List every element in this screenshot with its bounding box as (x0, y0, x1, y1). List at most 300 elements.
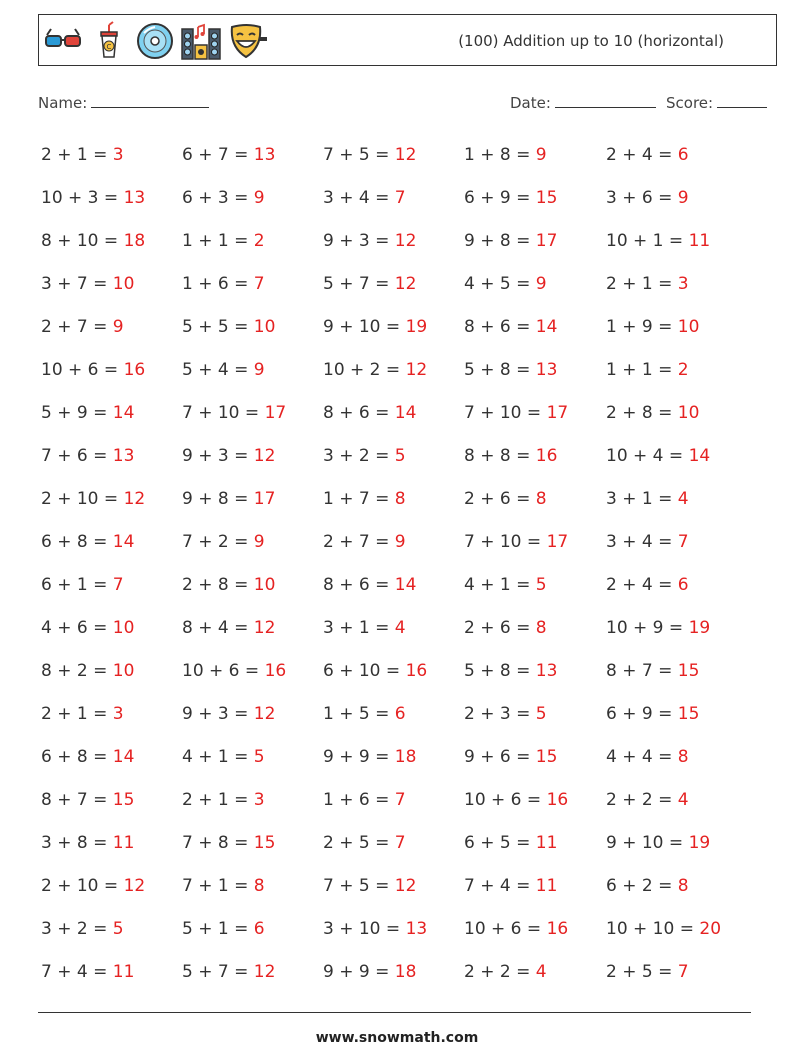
problem-question: 3 + 1 = (323, 618, 395, 638)
problem-answer: 16 (123, 360, 146, 380)
problem-cell (464, 145, 547, 165)
problem-row (41, 310, 761, 353)
problem-answer: 11 (535, 833, 558, 853)
problem-cell (464, 360, 557, 380)
problem-answer: 15 (112, 790, 135, 810)
problem-cell (41, 833, 134, 853)
problem-answer: 13 (253, 145, 276, 165)
problem-answer: 9 (253, 532, 265, 552)
header-box (38, 14, 777, 66)
problem-question: 10 + 6 = (182, 661, 265, 681)
problem-question: 9 + 9 = (323, 962, 395, 982)
problem-cell (323, 876, 416, 896)
problem-answer: 20 (699, 919, 722, 939)
problem-cell (182, 489, 275, 509)
problem-answer: 10 (112, 661, 135, 681)
problem-cell (182, 575, 275, 595)
problem-question: 7 + 6 = (41, 446, 113, 466)
problem-answer: 11 (688, 231, 711, 251)
problem-cell (182, 274, 265, 294)
problem-answer: 6 (677, 145, 689, 165)
problem-cell (323, 704, 406, 724)
problem-answer: 12 (123, 489, 146, 509)
problem-cell (464, 446, 557, 466)
problem-answer: 9 (535, 274, 547, 294)
footer-url: www.snowmath.com (315, 1030, 479, 1046)
problem-answer: 8 (394, 489, 406, 509)
problem-cell (182, 919, 265, 939)
problem-answer: 12 (253, 446, 276, 466)
problem-cell (182, 618, 275, 638)
problem-question: 5 + 8 = (464, 661, 536, 681)
problem-answer: 5 (112, 919, 124, 939)
problem-answer: 7 (394, 833, 406, 853)
problem-question: 9 + 3 = (182, 704, 254, 724)
problem-row (41, 826, 761, 869)
problem-answer: 9 (253, 188, 265, 208)
problem-question: 1 + 7 = (323, 489, 395, 509)
problem-answer: 7 (394, 790, 406, 810)
problem-question: 2 + 6 = (464, 618, 536, 638)
problem-question: 5 + 1 = (182, 919, 254, 939)
problem-cell (606, 747, 689, 767)
problem-cell (606, 317, 699, 337)
problem-question: 9 + 3 = (323, 231, 395, 251)
problem-question: 3 + 2 = (41, 919, 113, 939)
score-field (666, 93, 767, 112)
problem-row (41, 353, 761, 396)
problem-cell (41, 231, 145, 251)
problem-answer: 9 (394, 532, 406, 552)
problem-cell (464, 532, 568, 552)
problem-answer: 11 (112, 833, 135, 853)
problem-cell (41, 876, 145, 896)
problem-answer: 16 (546, 790, 569, 810)
problem-cell (606, 919, 721, 939)
problem-row (41, 912, 761, 955)
problem-question: 6 + 8 = (41, 532, 113, 552)
problem-question: 2 + 7 = (41, 317, 113, 337)
problem-row (41, 396, 761, 439)
problem-answer: 13 (535, 360, 558, 380)
problem-cell (464, 661, 557, 681)
problem-answer: 16 (405, 661, 428, 681)
problem-row (41, 525, 761, 568)
problem-cell (41, 360, 145, 380)
problem-cell (323, 446, 406, 466)
problem-question: 7 + 1 = (182, 876, 254, 896)
problem-answer: 19 (688, 618, 711, 638)
problem-answer: 5 (253, 747, 265, 767)
problem-cell (606, 532, 689, 552)
problem-question: 3 + 2 = (323, 446, 395, 466)
problem-cell (182, 876, 265, 896)
problem-answer: 17 (546, 403, 569, 423)
problem-question: 9 + 6 = (464, 747, 536, 767)
problem-answer: 3 (112, 704, 124, 724)
problem-cell (606, 661, 699, 681)
problem-row (41, 439, 761, 482)
problem-cell (464, 575, 547, 595)
problem-question: 4 + 4 = (606, 747, 678, 767)
problem-answer: 14 (112, 747, 135, 767)
problem-question: 6 + 9 = (464, 188, 536, 208)
problem-answer: 7 (253, 274, 265, 294)
problem-question: 5 + 5 = (182, 317, 254, 337)
problem-answer: 14 (112, 403, 135, 423)
problem-cell (182, 833, 275, 853)
problem-answer: 10 (112, 274, 135, 294)
problem-question: 8 + 7 = (41, 790, 113, 810)
problem-cell (606, 876, 689, 896)
problem-answer: 12 (394, 876, 417, 896)
score-label: Score: (666, 94, 714, 112)
problem-answer: 12 (394, 274, 417, 294)
problem-question: 7 + 2 = (182, 532, 254, 552)
problem-answer: 17 (535, 231, 558, 251)
problem-answer: 14 (394, 575, 417, 595)
problem-question: 7 + 5 = (323, 876, 395, 896)
problem-answer: 8 (677, 747, 689, 767)
problem-question: 8 + 8 = (464, 446, 536, 466)
problem-answer: 5 (394, 446, 406, 466)
date-field (510, 93, 656, 112)
problem-answer: 6 (394, 704, 406, 724)
problem-cell (41, 661, 134, 681)
problem-question: 10 + 6 = (464, 790, 547, 810)
problem-question: 9 + 10 = (323, 317, 406, 337)
problem-question: 8 + 2 = (41, 661, 113, 681)
problem-cell (182, 790, 265, 810)
problem-cell (606, 790, 689, 810)
problem-answer: 7 (677, 962, 689, 982)
problem-cell (182, 704, 275, 724)
problem-row (41, 138, 761, 181)
problem-cell (41, 532, 134, 552)
problem-question: 8 + 6 = (464, 317, 536, 337)
problem-answer: 10 (677, 317, 700, 337)
problem-question: 3 + 7 = (41, 274, 113, 294)
problem-question: 3 + 10 = (323, 919, 406, 939)
problem-cell (464, 188, 557, 208)
speakers-icon (181, 21, 221, 61)
problem-question: 2 + 1 = (41, 704, 113, 724)
problem-answer: 8 (677, 876, 689, 896)
problem-cell (41, 446, 134, 466)
problem-cell (41, 747, 134, 767)
problem-cell (464, 317, 557, 337)
problem-row (41, 181, 761, 224)
problem-cell (606, 274, 689, 294)
problem-cell (323, 188, 406, 208)
problem-question: 5 + 7 = (182, 962, 254, 982)
problem-question: 5 + 8 = (464, 360, 536, 380)
problem-question: 2 + 1 = (41, 145, 113, 165)
problem-cell (41, 403, 134, 423)
cd-disc-icon (135, 21, 175, 61)
footer-divider (38, 1012, 751, 1013)
problem-answer: 14 (535, 317, 558, 337)
problem-cell (323, 532, 406, 552)
problem-answer: 8 (535, 618, 547, 638)
problem-cell (41, 274, 134, 294)
problem-cell (323, 145, 416, 165)
problem-cell (182, 145, 275, 165)
problem-answer: 12 (123, 876, 146, 896)
problem-question: 4 + 1 = (182, 747, 254, 767)
problem-answer: 7 (677, 532, 689, 552)
date-label: Date: (510, 94, 551, 112)
problem-cell (464, 790, 568, 810)
problem-answer: 3 (112, 145, 124, 165)
problem-answer: 10 (677, 403, 700, 423)
problem-answer: 12 (394, 231, 417, 251)
problem-question: 2 + 10 = (41, 489, 124, 509)
problem-row (41, 740, 761, 783)
problem-cell (606, 446, 710, 466)
problem-answer: 7 (112, 575, 124, 595)
problem-cell (323, 274, 416, 294)
problem-answer: 13 (112, 446, 135, 466)
problem-answer: 14 (688, 446, 711, 466)
problem-cell (606, 188, 689, 208)
problem-question: 5 + 9 = (41, 403, 113, 423)
problem-question: 8 + 7 = (606, 661, 678, 681)
problem-row (41, 267, 761, 310)
problem-answer: 13 (405, 919, 428, 939)
score-blank[interactable] (717, 93, 767, 108)
problem-question: 2 + 1 = (182, 790, 254, 810)
problem-question: 4 + 6 = (41, 618, 113, 638)
name-field (38, 93, 209, 112)
problem-row (41, 654, 761, 697)
problem-cell (464, 919, 568, 939)
problem-row (41, 568, 761, 611)
problem-cell (464, 876, 557, 896)
problem-answer: 12 (253, 704, 276, 724)
problem-cell (606, 403, 699, 423)
problem-answer: 6 (253, 919, 265, 939)
problem-answer: 13 (123, 188, 146, 208)
problem-answer: 16 (264, 661, 287, 681)
problem-question: 7 + 10 = (182, 403, 265, 423)
problem-answer: 11 (535, 876, 558, 896)
problem-cell (41, 145, 124, 165)
problem-cell (182, 360, 265, 380)
problem-cell (41, 489, 145, 509)
problem-cell (182, 532, 265, 552)
problem-row (41, 697, 761, 740)
problem-question: 2 + 3 = (464, 704, 536, 724)
problem-cell (464, 231, 557, 251)
problem-question: 3 + 4 = (323, 188, 395, 208)
problem-question: 7 + 10 = (464, 403, 547, 423)
problem-cell (323, 360, 427, 380)
problem-question: 7 + 4 = (41, 962, 113, 982)
problem-question: 7 + 5 = (323, 145, 395, 165)
problem-question: 10 + 10 = (606, 919, 700, 939)
problem-cell (182, 403, 286, 423)
problem-question: 10 + 2 = (323, 360, 406, 380)
problem-answer: 16 (535, 446, 558, 466)
problem-cell (323, 489, 406, 509)
problem-cell (323, 403, 416, 423)
problem-question: 2 + 4 = (606, 575, 678, 595)
problem-cell (606, 704, 699, 724)
problem-answer: 9 (535, 145, 547, 165)
problem-question: 2 + 1 = (606, 274, 678, 294)
name-label: Name: (38, 94, 88, 112)
problem-cell (606, 145, 689, 165)
problem-question: 6 + 9 = (606, 704, 678, 724)
svg-text:C: C (106, 43, 112, 51)
problem-question: 1 + 1 = (606, 360, 678, 380)
problem-answer: 10 (112, 618, 135, 638)
problem-question: 8 + 6 = (323, 575, 395, 595)
problem-question: 9 + 8 = (464, 231, 536, 251)
problem-question: 1 + 6 = (182, 274, 254, 294)
problem-question: 2 + 5 = (323, 833, 395, 853)
problem-question: 9 + 9 = (323, 747, 395, 767)
problem-answer: 4 (535, 962, 547, 982)
problem-question: 6 + 1 = (41, 575, 113, 595)
problem-cell (182, 962, 275, 982)
problem-cell (464, 618, 547, 638)
problem-cell (464, 403, 568, 423)
problem-answer: 17 (546, 532, 569, 552)
problem-answer: 19 (405, 317, 428, 337)
problem-answer: 12 (253, 618, 276, 638)
problem-cell (464, 833, 557, 853)
problem-answer: 15 (535, 188, 558, 208)
problem-answer: 10 (253, 575, 276, 595)
problem-answer: 18 (394, 962, 417, 982)
problem-question: 2 + 5 = (606, 962, 678, 982)
problem-answer: 12 (405, 360, 428, 380)
problem-question: 3 + 4 = (606, 532, 678, 552)
problem-cell (606, 833, 710, 853)
problem-question: 8 + 4 = (182, 618, 254, 638)
problem-cell (606, 575, 689, 595)
problem-answer: 17 (253, 489, 276, 509)
problem-answer: 5 (535, 704, 547, 724)
problem-answer: 9 (253, 360, 265, 380)
problem-question: 2 + 4 = (606, 145, 678, 165)
problem-row (41, 869, 761, 912)
problem-question: 7 + 4 = (464, 876, 536, 896)
problem-answer: 18 (123, 231, 146, 251)
problem-cell (41, 575, 124, 595)
problem-cell (323, 833, 406, 853)
problem-question: 2 + 2 = (464, 962, 536, 982)
problem-grid (41, 138, 761, 998)
problem-cell (464, 747, 557, 767)
problem-answer: 9 (677, 188, 689, 208)
problem-question: 3 + 8 = (41, 833, 113, 853)
problem-answer: 18 (394, 747, 417, 767)
problem-answer: 4 (677, 489, 689, 509)
problem-cell (464, 274, 547, 294)
problem-question: 7 + 10 = (464, 532, 547, 552)
problem-question: 4 + 1 = (464, 575, 536, 595)
problem-row (41, 482, 761, 525)
problem-answer: 3 (253, 790, 265, 810)
problem-row (41, 783, 761, 826)
problem-cell (41, 618, 134, 638)
problem-question: 2 + 7 = (323, 532, 395, 552)
problem-question: 10 + 4 = (606, 446, 689, 466)
date-blank[interactable] (555, 93, 656, 108)
soda-cup-icon (89, 21, 129, 61)
problem-question: 8 + 6 = (323, 403, 395, 423)
problem-cell (323, 790, 406, 810)
problem-cell (182, 661, 286, 681)
problem-answer: 4 (677, 790, 689, 810)
problem-question: 1 + 8 = (464, 145, 536, 165)
problem-question: 2 + 8 = (606, 403, 678, 423)
problem-cell (323, 231, 416, 251)
problem-question: 10 + 3 = (41, 188, 124, 208)
problem-question: 10 + 6 = (41, 360, 124, 380)
problem-question: 6 + 10 = (323, 661, 406, 681)
problem-cell (182, 231, 265, 251)
problem-cell (41, 962, 134, 982)
problem-question: 1 + 5 = (323, 704, 395, 724)
problem-cell (323, 575, 416, 595)
problem-question: 2 + 6 = (464, 489, 536, 509)
problem-answer: 19 (688, 833, 711, 853)
problem-question: 8 + 10 = (41, 231, 124, 251)
worksheet-title: (100) Addition up to 10 (horizontal) (458, 32, 724, 50)
problem-answer: 12 (253, 962, 276, 982)
problem-cell (182, 317, 275, 337)
problem-cell (323, 747, 416, 767)
problem-question: 9 + 8 = (182, 489, 254, 509)
problem-question: 3 + 6 = (606, 188, 678, 208)
problem-cell (41, 317, 124, 337)
problem-question: 3 + 1 = (606, 489, 678, 509)
problem-cell (41, 790, 134, 810)
problem-cell (323, 618, 406, 638)
problem-cell (464, 704, 547, 724)
problem-answer: 6 (677, 575, 689, 595)
problem-cell (323, 919, 427, 939)
3d-glasses-icon (43, 21, 83, 61)
problem-cell (41, 704, 124, 724)
theater-mask-icon (227, 21, 267, 61)
problem-answer: 2 (677, 360, 689, 380)
problem-question: 7 + 8 = (182, 833, 254, 853)
problem-question: 1 + 1 = (182, 231, 254, 251)
problem-row (41, 224, 761, 267)
problem-answer: 5 (535, 575, 547, 595)
problem-answer: 9 (112, 317, 124, 337)
problem-cell (464, 489, 547, 509)
problem-cell (182, 188, 265, 208)
problem-answer: 10 (253, 317, 276, 337)
problem-cell (323, 661, 427, 681)
problem-answer: 7 (394, 188, 406, 208)
problem-question: 2 + 10 = (41, 876, 124, 896)
problem-answer: 13 (535, 661, 558, 681)
problem-question: 2 + 2 = (606, 790, 678, 810)
problem-row (41, 611, 761, 654)
problem-cell (606, 962, 689, 982)
problem-cell (41, 919, 124, 939)
problem-cell (323, 962, 416, 982)
name-blank[interactable] (91, 93, 209, 108)
problem-answer: 8 (535, 489, 547, 509)
